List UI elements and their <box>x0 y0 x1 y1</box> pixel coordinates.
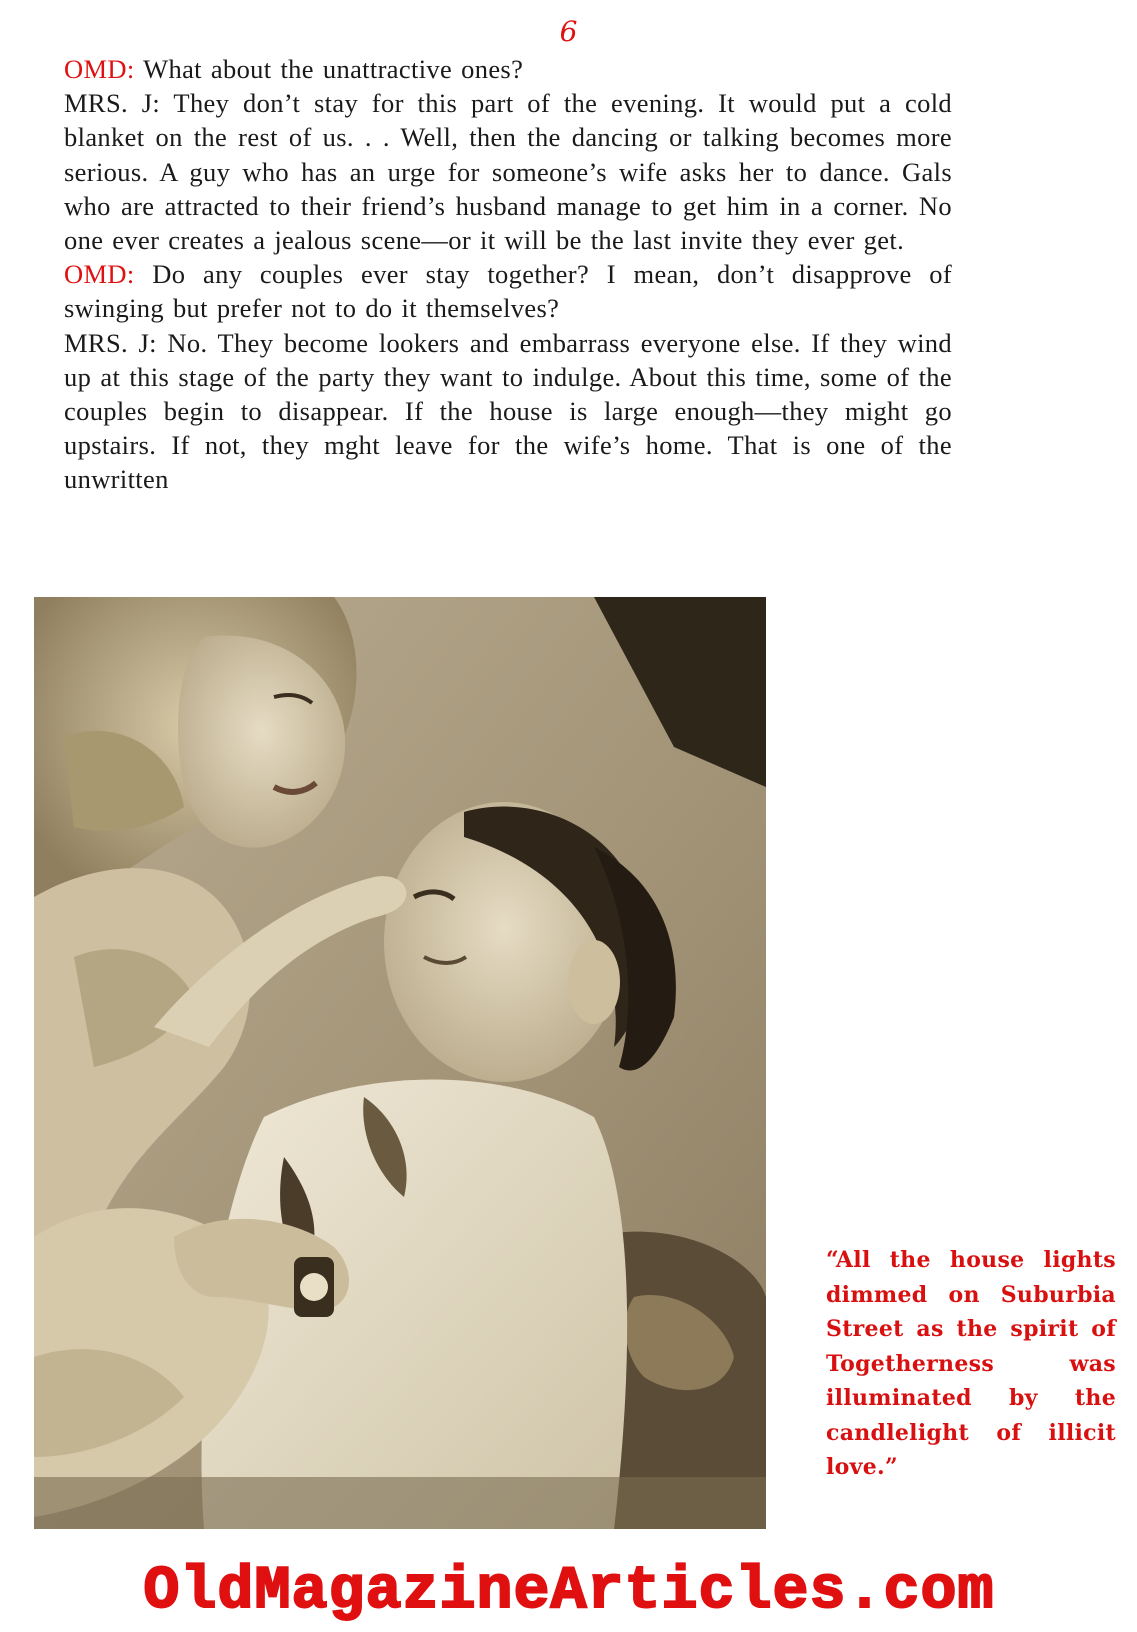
watermark-logo <box>119 1552 1019 1622</box>
watermark-text: OldMagazineArticles.com <box>142 1558 995 1622</box>
speaker-omd-label: OMD: <box>64 259 135 290</box>
photo-caption: “All the house lights dimmed on Suburbia Street as the spirit of Togetherness was illuminated by the candlelight of illicit love.” <box>826 1247 1116 1480</box>
speaker-mrs-j-label: MRS. J: <box>64 88 161 119</box>
article-body <box>64 52 952 497</box>
photo-illustration <box>34 597 766 1529</box>
dialogue-paragraph <box>64 326 952 497</box>
dialogue-paragraph <box>64 86 952 257</box>
speaker-mrs-j-label: MRS. J: <box>64 327 157 358</box>
dialogue-text: No. They become lookers and embarrass everyone else. If they wind up at this stage of the party they want to indulge. About this time, some of the couples begin to disappear. If the house is large enough—they might go upstairs. If not, they mght leave for the wife’s home. That is one of the unwritten <box>64 327 952 495</box>
dialogue-paragraph <box>64 52 952 86</box>
page-number: 6 <box>559 15 578 48</box>
dialogue-text: They don’t stay for this part of the evening. It would put a cold blanket on the rest of us. . . Well, then the dancing or talking becomes more serious. A guy who has an urge for someone’s wife asks her to dance. Gals who are attracted to their friend’s husband manage to get him in a corner. No one ever creates a jealous scene—or it will be the last invite they ever get. <box>64 88 953 256</box>
site-watermark <box>0 1552 1137 1622</box>
dialogue-paragraph <box>64 257 952 325</box>
speaker-omd-label: OMD: <box>64 54 135 84</box>
dialogue-text: What about the unattractive ones? <box>134 54 524 84</box>
dialogue-text: Do any couples ever stay together? I mean, don’t disapprove of swinging but prefer not to do it themselves? <box>64 259 952 324</box>
article-photo <box>34 597 766 1529</box>
